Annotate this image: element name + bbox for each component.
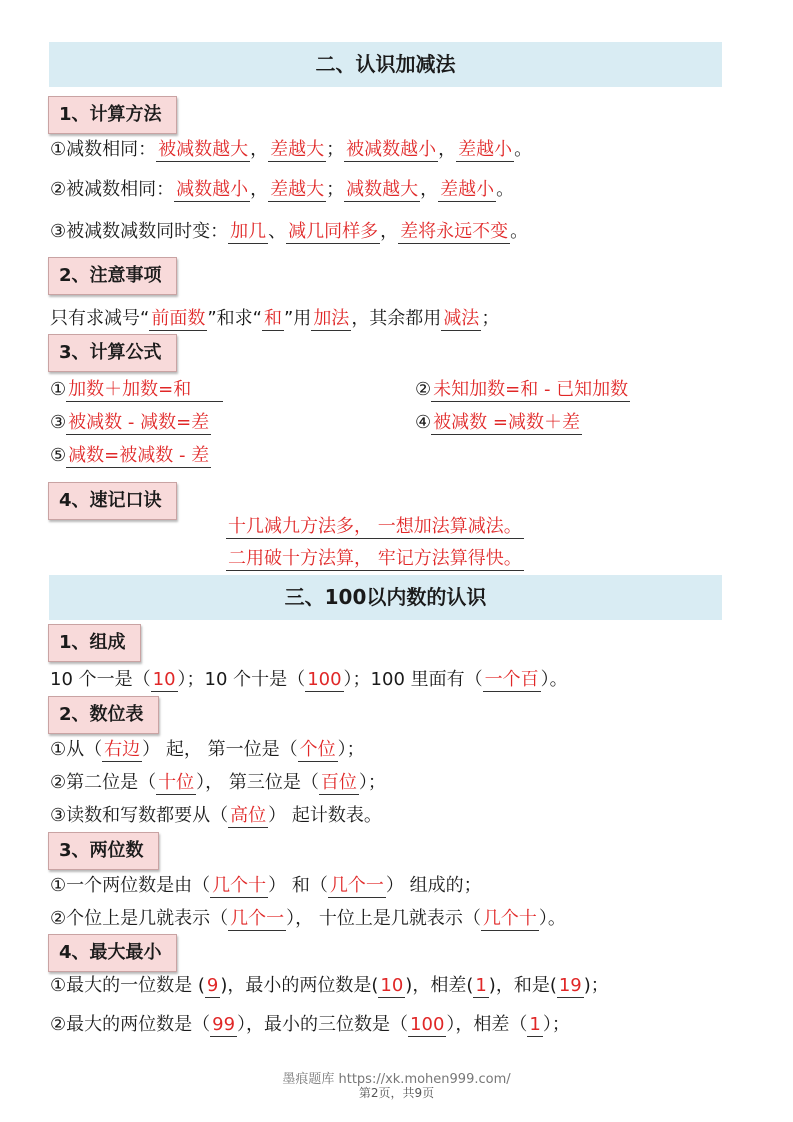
subheading-max-min: 4、最大最小 — [48, 934, 177, 972]
answer: 高位 — [230, 805, 267, 826]
text: ⑤ — [50, 445, 67, 466]
formula-2 — [415, 377, 630, 403]
place-value-line-2 — [50, 770, 386, 796]
answer: 减数=被减数 - 差 — [68, 445, 210, 466]
text: ”和求“ — [207, 308, 262, 329]
answer: 右边 — [104, 739, 141, 760]
page-number: 第2页，共9页 — [358, 1086, 435, 1100]
text: ）；100 里面有（ — [343, 669, 483, 690]
subheading-formulas: 3、计算公式 — [48, 334, 177, 372]
section-title-addition-subtraction: 二、认识加减法 — [49, 42, 722, 87]
subheading-calculation-method: 1、计算方法 — [48, 96, 177, 134]
formula-3 — [50, 410, 211, 436]
text: ③读数和写数都要从（ — [50, 805, 229, 826]
answer: 未知加数=和 - 已知加数 — [433, 379, 629, 400]
subheading-mnemonic: 4、速记口诀 — [48, 482, 177, 520]
answer: 一个百 — [484, 669, 539, 690]
text: ）， 十位上是几就表示（ — [286, 908, 481, 929]
text: 。 — [510, 221, 529, 242]
text: ②被减数相同： — [50, 179, 175, 200]
text: ②最大的两位数是（ — [50, 1014, 211, 1035]
text: ③被减数减数同时变： — [50, 221, 229, 242]
answer: 减数越小 — [176, 179, 249, 200]
answer: 1 — [529, 1014, 541, 1035]
answer: 被减数 - 减数=差 — [68, 412, 210, 433]
text: ）。 — [540, 669, 568, 690]
max-min-line-1 — [50, 973, 609, 999]
answer: 百位 — [320, 772, 357, 793]
answer: 差越大 — [270, 139, 325, 160]
answer: 个位 — [299, 739, 336, 760]
text: ， — [438, 139, 457, 160]
answer: 差越小 — [440, 179, 495, 200]
answer: 9 — [206, 975, 219, 996]
mnemonic-line-2 — [226, 546, 524, 572]
max-min-line-2 — [50, 1012, 570, 1038]
rule-line-1 — [50, 137, 532, 163]
rule-line-3 — [50, 219, 528, 245]
subheading-notes: 2、注意事项 — [48, 257, 177, 295]
text: )，最小的两位数是( — [220, 975, 379, 996]
place-value-line-3 — [50, 803, 382, 829]
text: ”用 — [283, 308, 312, 329]
answer: 加数＋加数=和 — [66, 379, 223, 402]
text: 。 — [514, 139, 533, 160]
section-title-numbers-within-100: 三、100以内数的认识 — [49, 575, 722, 620]
text: ），相差（ — [446, 1014, 528, 1035]
answer: 和 — [263, 308, 282, 329]
text: ） 起， 第一位是（ — [142, 739, 298, 760]
text: ），最小的三位数是（ — [237, 1014, 409, 1035]
answer: 几个十 — [482, 908, 537, 929]
subheading-two-digit: 3、两位数 — [48, 832, 159, 870]
text: 10 个一是（ — [50, 669, 151, 690]
formula-1 — [50, 377, 223, 403]
answer: 100 — [410, 1014, 445, 1035]
formula-4 — [415, 410, 582, 436]
text: )； — [583, 975, 609, 996]
answer: 减法 — [443, 308, 480, 329]
notes-line — [50, 306, 499, 332]
answer: 1 — [475, 975, 487, 996]
text: ， — [250, 139, 269, 160]
text: ①一个两位数是由（ — [50, 875, 211, 896]
place-value-line-1 — [50, 737, 365, 763]
answer: 100 — [307, 669, 342, 690]
answer: 差将永远不变 — [400, 221, 509, 242]
text: ）。 — [538, 908, 566, 929]
text: ）； — [542, 1014, 570, 1035]
text: ） 起计数表。 — [268, 805, 382, 826]
text: 。 — [496, 179, 515, 200]
subheading-place-value: 2、数位表 — [48, 696, 159, 734]
footer-watermark: 墨痕题库 https://xk.mohen999.com/ — [282, 1072, 511, 1087]
answer: 19 — [558, 975, 582, 996]
answer: 减几同样多 — [288, 221, 379, 242]
text: 、 — [268, 221, 287, 242]
composition-line — [50, 667, 568, 693]
answer: 十位 — [158, 772, 195, 793]
text: ； — [326, 179, 345, 200]
text: ① — [50, 379, 67, 400]
text: ）；10 个十是（ — [177, 669, 306, 690]
text: 只有求减号“ — [50, 308, 150, 329]
answer: 10 — [380, 975, 404, 996]
answer: 减数越大 — [346, 179, 419, 200]
text: ； — [481, 308, 500, 329]
answer: 几个一 — [230, 908, 285, 929]
text: ， — [250, 179, 269, 200]
text: ④ — [415, 412, 432, 433]
text: ， — [380, 221, 399, 242]
rule-line-2 — [50, 177, 514, 203]
answer: 被减数越小 — [346, 139, 437, 160]
text: ）， 第三位是（ — [196, 772, 319, 793]
text: )，相差( — [405, 975, 474, 996]
text: ， — [420, 179, 439, 200]
answer: 前面数 — [151, 308, 206, 329]
two-digit-line-2 — [50, 906, 566, 932]
answer: 二用破十方法算， 牢记方法算得快。 — [228, 548, 522, 569]
text: ② — [415, 379, 432, 400]
answer: 10 — [152, 669, 176, 690]
text: ，其余都用 — [351, 308, 442, 329]
subheading-composition: 1、组成 — [48, 624, 141, 662]
answer: 几个十 — [212, 875, 267, 896]
text: ①最大的一位数是 ( — [50, 975, 205, 996]
text: ）； — [358, 772, 386, 793]
answer: 加法 — [313, 308, 350, 329]
text: ①从（ — [50, 739, 103, 760]
text: ） 组成的； — [385, 875, 482, 896]
answer: 差越小 — [458, 139, 513, 160]
text: ） 和（ — [268, 875, 328, 896]
text: ①减数相同： — [50, 139, 157, 160]
answer: 被减数越大 — [158, 139, 249, 160]
answer: 十几减九方法多， 一想加法算减法。 — [228, 516, 522, 537]
text: ； — [326, 139, 345, 160]
text: ②个位上是几就表示（ — [50, 908, 229, 929]
formula-5 — [50, 443, 211, 469]
answer: 99 — [212, 1014, 236, 1035]
text: ）； — [337, 739, 365, 760]
text: )，和是( — [488, 975, 557, 996]
answer: 差越大 — [270, 179, 325, 200]
answer: 加几 — [230, 221, 267, 242]
two-digit-line-1 — [50, 873, 482, 899]
answer: 被减数 =减数＋差 — [433, 412, 580, 433]
mnemonic-line-1 — [226, 514, 524, 540]
text: ②第二位是（ — [50, 772, 157, 793]
answer: 几个一 — [329, 875, 384, 896]
text: ③ — [50, 412, 67, 433]
